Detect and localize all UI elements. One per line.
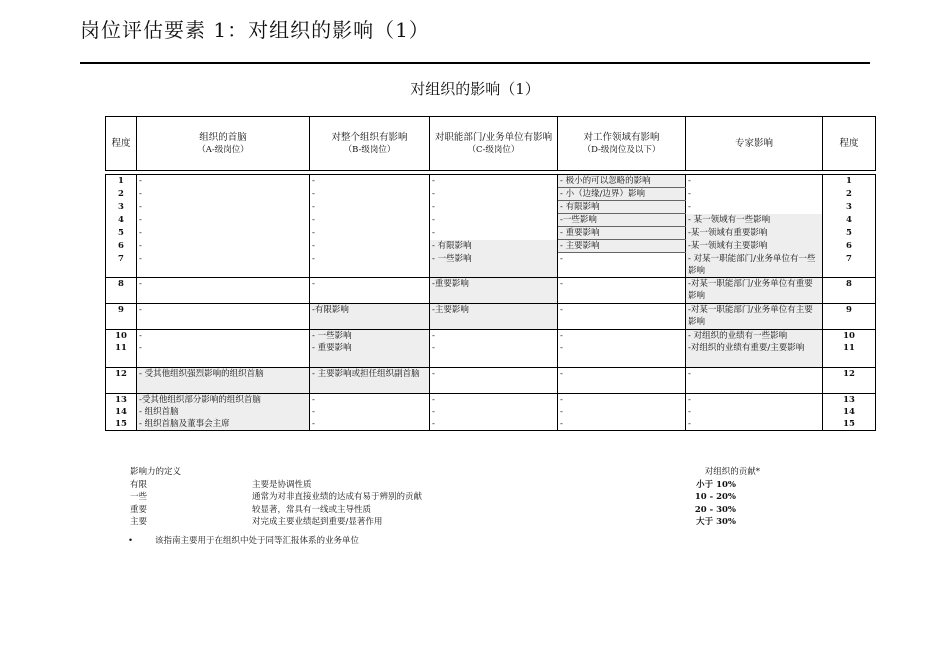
level-cell: 8 xyxy=(106,277,137,303)
table-body xyxy=(106,175,876,431)
cell-c: - xyxy=(430,175,558,188)
level-cell: 1 xyxy=(106,175,137,188)
cell-a: - xyxy=(137,214,310,227)
cell-d: - 主要影响 xyxy=(558,240,686,253)
cell-d: - 重要影响 xyxy=(558,227,686,240)
cell-a: - xyxy=(137,175,310,188)
level-cell-right: 6 xyxy=(823,240,876,253)
legend-term: 一些 xyxy=(130,492,148,502)
cell-d: - xyxy=(558,277,686,303)
cell-c: - xyxy=(430,406,558,418)
cell-a: - xyxy=(137,227,310,240)
cell-c: - xyxy=(430,418,558,431)
title-divider xyxy=(80,62,870,64)
cell-b: - xyxy=(310,418,430,431)
level-cell-right: 2 xyxy=(823,188,876,201)
level-cell: 5 xyxy=(106,227,137,240)
cell-c: - xyxy=(430,342,558,368)
table-row xyxy=(106,394,876,407)
cell-d: - xyxy=(558,394,686,407)
cell-e: -某一领域有主要影响 xyxy=(686,240,823,253)
cell-c: - xyxy=(430,394,558,407)
legend-desc: 较显著，常具有一线或主导性质 xyxy=(252,504,372,515)
cell-c: - xyxy=(430,188,558,201)
legend-term: 有限 xyxy=(130,479,148,490)
table-row xyxy=(106,277,876,303)
table-row xyxy=(106,329,876,342)
cell-b: - xyxy=(310,214,430,227)
legend-term: 重要 xyxy=(130,504,148,515)
impact-table xyxy=(105,116,876,431)
cell-a: - xyxy=(137,240,310,253)
table-row xyxy=(106,188,876,201)
header-col-a: 组织的首脑 （A-级岗位） xyxy=(137,117,310,171)
cell-e: - xyxy=(686,368,823,394)
cell-b: - xyxy=(310,201,430,214)
table-title: 对组织的影响（1） xyxy=(410,80,540,98)
level-cell: 4 xyxy=(106,214,137,227)
cell-d: - 有限影响 xyxy=(558,201,686,214)
legend-row xyxy=(130,516,760,529)
cell-a: - xyxy=(137,277,310,303)
legend-items xyxy=(130,479,760,529)
level-cell: 9 xyxy=(106,303,137,329)
level-cell: 13 xyxy=(106,394,137,407)
table-row xyxy=(106,368,876,394)
cell-d: - xyxy=(558,303,686,329)
cell-a: - xyxy=(137,201,310,214)
cell-a: - xyxy=(137,303,310,329)
cell-a: - 组织首脑及董事会主席 xyxy=(137,418,310,431)
cell-e: - xyxy=(686,406,823,418)
level-cell: 14 xyxy=(106,406,137,418)
cell-b: - xyxy=(310,394,430,407)
cell-b: - xyxy=(310,175,430,188)
cell-b: - xyxy=(310,406,430,418)
header-col-d: 对工作领域有影响 （D-级岗位及以下） xyxy=(558,117,686,171)
table-row xyxy=(106,201,876,214)
cell-e: - xyxy=(686,418,823,431)
cell-c: - xyxy=(430,201,558,214)
level-cell: 3 xyxy=(106,201,137,214)
table-row xyxy=(106,227,876,240)
legend-row xyxy=(130,491,760,504)
cell-a: - xyxy=(137,329,310,342)
cell-b: -有限影响 xyxy=(310,303,430,329)
cell-d: - xyxy=(558,368,686,394)
cell-c: - xyxy=(430,227,558,240)
level-cell-right: 11 xyxy=(823,342,876,368)
cell-b: - xyxy=(310,188,430,201)
level-cell: 6 xyxy=(106,240,137,253)
legend-heading-left: 影响力的定义 xyxy=(130,467,182,477)
cell-c: - 一些影响 xyxy=(430,253,558,278)
cell-e: - xyxy=(686,201,823,214)
header-level-right: 程度 xyxy=(823,117,876,171)
cell-c: - 有限影响 xyxy=(430,240,558,253)
cell-d: - xyxy=(558,329,686,342)
legend-pct: 20 - 30% xyxy=(694,504,736,515)
cell-e: - 某一领域有一些影响 xyxy=(686,214,823,227)
cell-e: - 对某一职能部门/业务单位有一些影响 xyxy=(686,253,823,278)
cell-e: -某一领域有重要影响 xyxy=(686,227,823,240)
level-cell-right: 12 xyxy=(823,368,876,394)
table-row xyxy=(106,240,876,253)
legend-row xyxy=(130,504,760,517)
cell-c: - xyxy=(430,329,558,342)
cell-b: - xyxy=(310,227,430,240)
cell-a: -受其他组织部分影响的组织首脑 xyxy=(137,394,310,407)
cell-b: - 一些影响 xyxy=(310,329,430,342)
legend-heading-right: 对组织的贡献* xyxy=(704,467,760,477)
level-cell-right: 14 xyxy=(823,406,876,418)
legend-heading-row xyxy=(130,466,760,479)
cell-a: - xyxy=(137,342,310,368)
cell-d: - xyxy=(558,418,686,431)
cell-a: - xyxy=(137,253,310,278)
cell-d: - xyxy=(558,342,686,368)
cell-b: - xyxy=(310,277,430,303)
level-cell-right: 7 xyxy=(823,253,876,278)
level-cell-right: 4 xyxy=(823,214,876,227)
level-cell: 2 xyxy=(106,188,137,201)
document-title: 岗位评估要素 1：对组织的影响（1） xyxy=(80,18,430,42)
level-cell-right: 3 xyxy=(823,201,876,214)
table-row xyxy=(106,406,876,418)
footnote xyxy=(128,534,359,546)
cell-a: - 组织首脑 xyxy=(137,406,310,418)
legend-row xyxy=(130,479,760,492)
cell-e: -对组织的业绩有重要/主要影响 xyxy=(686,342,823,368)
level-cell: 15 xyxy=(106,418,137,431)
cell-e: -对某一职能部门/业务单位有主要影响 xyxy=(686,303,823,329)
cell-c: - xyxy=(430,214,558,227)
level-cell: 10 xyxy=(106,329,137,342)
cell-b: - xyxy=(310,253,430,278)
level-cell-right: 10 xyxy=(823,329,876,342)
table-row xyxy=(106,303,876,329)
cell-d: - xyxy=(558,406,686,418)
level-cell-right: 8 xyxy=(823,277,876,303)
level-cell: 11 xyxy=(106,342,137,368)
cell-a: - 受其他组织强烈影响的组织首脑 xyxy=(137,368,310,394)
level-cell: 7 xyxy=(106,253,137,278)
legend-desc: 对完成主要业绩起到重要/显著作用 xyxy=(252,517,383,527)
level-cell-right: 5 xyxy=(823,227,876,240)
legend-pct: 大于 30% xyxy=(696,517,736,527)
table-row xyxy=(106,214,876,227)
cell-e: - xyxy=(686,175,823,188)
table-row xyxy=(106,418,876,431)
legend-pct: 小于 10% xyxy=(696,479,736,490)
legend-term: 主要 xyxy=(130,517,148,527)
cell-b: - 主要影响或担任组织副首脑 xyxy=(310,368,430,394)
header-level-left: 程度 xyxy=(106,117,137,171)
level-cell-right: 13 xyxy=(823,394,876,407)
table-row xyxy=(106,253,876,278)
level-cell-right: 9 xyxy=(823,303,876,329)
level-cell-right: 1 xyxy=(823,175,876,188)
cell-e: - 对组织的业绩有一些影响 xyxy=(686,329,823,342)
cell-e: -对某一职能部门/业务单位有重要影响 xyxy=(686,277,823,303)
legend-desc: 通常为对非直接业绩的达成有易于辨别的贡献 xyxy=(252,492,423,502)
footnote-bullet: • xyxy=(128,536,134,546)
cell-b: - 重要影响 xyxy=(310,342,430,368)
cell-c: - xyxy=(430,368,558,394)
header-col-b: 对整个组织有影响 （B-级岗位） xyxy=(310,117,430,171)
level-cell-right: 15 xyxy=(823,418,876,431)
cell-c: -重要影响 xyxy=(430,277,558,303)
legend xyxy=(130,466,760,529)
cell-b: - xyxy=(310,240,430,253)
level-cell: 12 xyxy=(106,368,137,394)
legend-desc: 主要是协调性质 xyxy=(252,479,312,490)
cell-e: - xyxy=(686,188,823,201)
cell-a: - xyxy=(137,188,310,201)
legend-pct: 10 - 20% xyxy=(694,492,736,502)
header-col-e: 专家影响 xyxy=(686,117,823,171)
cell-d: -一些影响 xyxy=(558,214,686,227)
table-row xyxy=(106,342,876,368)
cell-d: - 极小的可以忽略的影响 xyxy=(558,175,686,188)
cell-d: - xyxy=(558,253,686,278)
cell-d: - 小（边缘/边界）影响 xyxy=(558,188,686,201)
cell-c: -主要影响 xyxy=(430,303,558,329)
cell-e: - xyxy=(686,394,823,407)
table-row xyxy=(106,175,876,188)
header-col-c: 对职能部门/业务单位有影响 （C-级岗位） xyxy=(430,117,558,171)
footnote-text: 该指南主要用于在组织中处于同等汇报体系的业务单位 xyxy=(155,536,360,546)
